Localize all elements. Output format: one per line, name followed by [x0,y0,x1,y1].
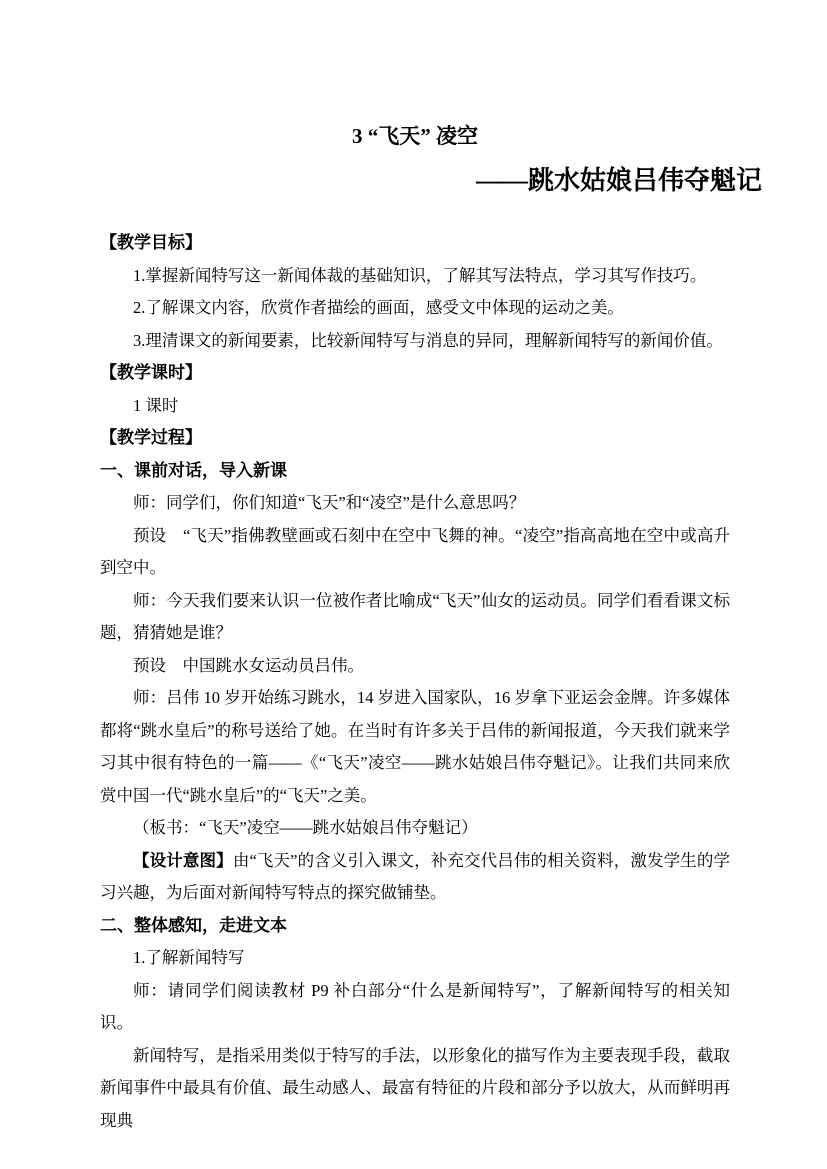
section-2-paragraph: 师：请同学们阅读教材 P9 补白部分“什么是新闻特写”，了解新闻特写的相关知识。 [100,980,730,1032]
section-2-paragraph: 1.了解新闻特写 [133,948,245,967]
section-2-paragraph: 新闻特写，是指采用类似于特写的手法，以形象化的描写作为主要表现手段，截取新闻事件中最具有价值、最生动感人、最富有特征的片段和部分予以放大，从而鲜明再现典 [100,1045,730,1130]
doc-subtitle: ——跳水姑娘吕伟夺魁记 [475,166,762,195]
class-hours-value: 1 课时 [133,395,179,415]
section-1-paragraph: 师：今天我们要来认识一位被作者比喻成“飞天”仙女的运动员。同学们看看课文标题，猜猜她是谁？ [100,590,730,642]
section-1-paragraph: 师：吕伟 10 岁开始练习跳水，14 岁进入国家队，16 岁拿下亚运会金牌。许多媒体都将“跳水皇后”的称号送给了她。在当时有许多关于吕伟的新闻报道，今天我们就来学习其中很有特色的一篇——《“飞天”凌空——跳水姑娘吕伟夺魁记》。让我们共同来欣赏中国一代“跳水皇后”的“飞天”之美。 [100,688,730,805]
objective-item-2: 2.了解课文内容，欣赏作者描绘的画面，感受文中体现的运动之美。 [133,298,624,317]
heading-teaching-objectives: 【教学目标】 [100,233,202,252]
heading-class-hours: 【教学课时】 [100,363,202,382]
section-2-heading: 二、整体感知，走进文本 [100,915,287,935]
design-intent-text: 由“飞天”的含义引入课文，补充交代吕伟的相关资料，激发学生的学习兴趣，为后面对新闻特写特点的探究做铺垫。 [100,850,730,902]
design-intent-label: 【设计意图】 [133,850,233,870]
section-1-paragraph: （板书：“飞天”凌空——跳水姑娘吕伟夺魁记） [133,818,478,837]
heading-teaching-process: 【教学过程】 [100,428,202,447]
design-intent-paragraph [100,845,730,910]
section-1-paragraph: 师：同学们，你们知道“飞天”和“凌空”是什么意思吗？ [133,493,526,512]
objective-item-3: 3.理清课文的新闻要素，比较新闻特写与消息的异同，理解新闻特写的新闻价值。 [133,330,723,350]
section-1-paragraph: 预设 中国跳水女运动员吕伟。 [133,655,364,675]
section-1-paragraph: 预设 “飞天”指佛教壁画或石刻中在空中飞舞的神。“凌空”指高高地在空中或高升到空中。 [100,525,730,577]
section-1-heading: 一、课前对话，导入新课 [100,460,287,480]
objective-item-1: 1.掌握新闻特写这一新闻体裁的基础知识，了解其写法特点，学习其写作技巧。 [133,265,707,285]
doc-title: 3 “飞天” 凌空 [352,124,478,148]
